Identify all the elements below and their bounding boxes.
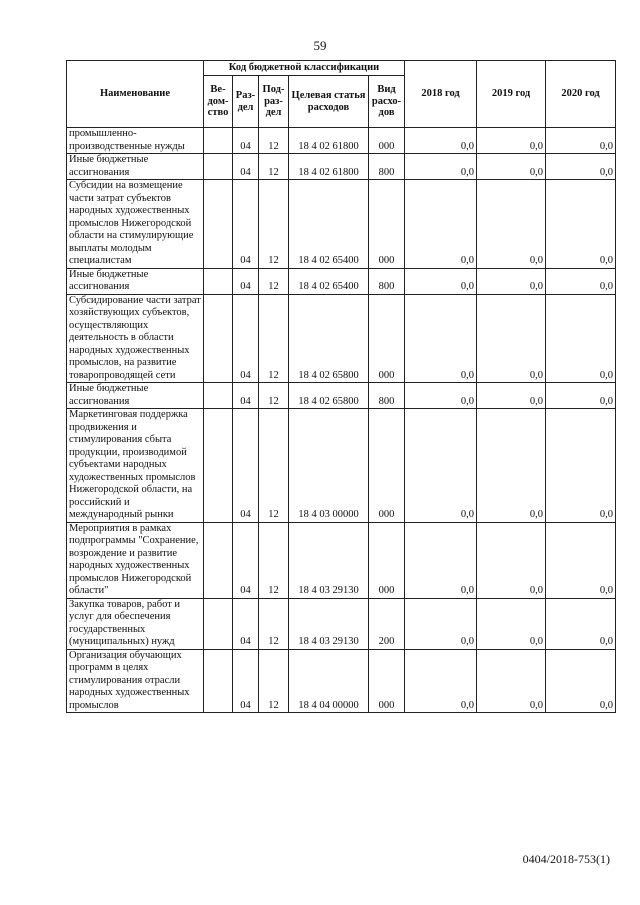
row-value-2020: 0,0	[546, 268, 616, 294]
row-name: Субсидии на возмещение части затрат субъектов народных художественных промыслов Нижегородской области на стимулирующие выплаты молодым специалистам	[67, 180, 204, 269]
table-row	[67, 383, 616, 409]
table-row	[67, 409, 616, 523]
row-razdel: 04	[233, 598, 259, 649]
row-value-2019: 0,0	[477, 294, 546, 383]
row-vedomstvo	[204, 409, 233, 523]
row-expense-type: 000	[369, 294, 405, 383]
row-value-2020: 0,0	[546, 180, 616, 269]
row-razdel: 04	[233, 383, 259, 409]
row-podrazdel: 12	[259, 128, 289, 154]
row-vedomstvo	[204, 598, 233, 649]
row-name: Организация обучающих программ в целях стимулирования отрасли народных художественных промыслов	[67, 649, 204, 713]
row-value-2019: 0,0	[477, 383, 546, 409]
header-2018: 2018 год	[405, 61, 477, 128]
row-value-2020: 0,0	[546, 598, 616, 649]
row-podrazdel: 12	[259, 180, 289, 269]
row-expense-type: 000	[369, 180, 405, 269]
row-target-article: 18 4 02 65800	[289, 383, 369, 409]
row-value-2019: 0,0	[477, 154, 546, 180]
row-podrazdel: 12	[259, 294, 289, 383]
row-target-article: 18 4 02 61800	[289, 154, 369, 180]
row-razdel: 04	[233, 180, 259, 269]
row-name: Иные бюджетные ассигнования	[67, 383, 204, 409]
row-value-2020: 0,0	[546, 409, 616, 523]
row-razdel: 04	[233, 294, 259, 383]
row-podrazdel: 12	[259, 598, 289, 649]
row-vedomstvo	[204, 154, 233, 180]
row-value-2018: 0,0	[405, 598, 477, 649]
table-row	[67, 522, 616, 598]
row-value-2020: 0,0	[546, 154, 616, 180]
row-name: промышленно-производственные нужды	[67, 128, 204, 154]
row-value-2020: 0,0	[546, 383, 616, 409]
row-value-2020: 0,0	[546, 294, 616, 383]
row-target-article: 18 4 04 00000	[289, 649, 369, 713]
row-name: Закупка товаров, работ и услуг для обеспечения государственных (муниципальных) нужд	[67, 598, 204, 649]
row-expense-type: 000	[369, 522, 405, 598]
row-target-article: 18 4 02 65400	[289, 180, 369, 269]
row-value-2018: 0,0	[405, 128, 477, 154]
row-expense-type: 000	[369, 128, 405, 154]
row-value-2018: 0,0	[405, 409, 477, 523]
row-podrazdel: 12	[259, 409, 289, 523]
header-razdel: Раз-дел	[233, 76, 259, 128]
row-value-2019: 0,0	[477, 649, 546, 713]
row-razdel: 04	[233, 522, 259, 598]
row-name: Мероприятия в рамках подпрограммы "Сохранение, возрождение и развитие народных художественных промыслов Нижегородской области"	[67, 522, 204, 598]
row-value-2019: 0,0	[477, 522, 546, 598]
row-expense-type: 000	[369, 409, 405, 523]
row-vedomstvo	[204, 180, 233, 269]
table-row	[67, 128, 616, 154]
table-row	[67, 598, 616, 649]
row-value-2020: 0,0	[546, 522, 616, 598]
header-target-article: Целевая статья расходов	[289, 76, 369, 128]
row-value-2019: 0,0	[477, 409, 546, 523]
table-row	[67, 649, 616, 713]
row-vedomstvo	[204, 383, 233, 409]
row-value-2018: 0,0	[405, 180, 477, 269]
row-value-2020: 0,0	[546, 128, 616, 154]
row-value-2020: 0,0	[546, 649, 616, 713]
header-expense-type: Вид расхо-дов	[369, 76, 405, 128]
row-razdel: 04	[233, 154, 259, 180]
header-2019: 2019 год	[477, 61, 546, 128]
row-target-article: 18 4 03 29130	[289, 522, 369, 598]
table-row	[67, 154, 616, 180]
row-value-2019: 0,0	[477, 180, 546, 269]
row-podrazdel: 12	[259, 522, 289, 598]
table-row	[67, 268, 616, 294]
row-value-2018: 0,0	[405, 268, 477, 294]
row-podrazdel: 12	[259, 383, 289, 409]
header-vedomstvo: Ве-дом-ство	[204, 76, 233, 128]
row-name: Иные бюджетные ассигнования	[67, 154, 204, 180]
header-name: Наименование	[67, 61, 204, 128]
row-razdel: 04	[233, 409, 259, 523]
header-row-top	[67, 61, 616, 76]
row-expense-type: 800	[369, 268, 405, 294]
row-vedomstvo	[204, 128, 233, 154]
row-razdel: 04	[233, 649, 259, 713]
row-target-article: 18 4 03 29130	[289, 598, 369, 649]
row-name: Субсидирование части затрат хозяйствующих субъектов, осуществляющих деятельность в области народных художественных промыслов, на развитие товаропроводящей сети	[67, 294, 204, 383]
row-podrazdel: 12	[259, 649, 289, 713]
table-row	[67, 180, 616, 269]
row-value-2019: 0,0	[477, 598, 546, 649]
header-classification-code: Код бюджетной классификации	[204, 61, 405, 76]
header-podrazdel: Под-раз-дел	[259, 76, 289, 128]
row-value-2018: 0,0	[405, 522, 477, 598]
row-name: Иные бюджетные ассигнования	[67, 268, 204, 294]
row-razdel: 04	[233, 268, 259, 294]
row-podrazdel: 12	[259, 154, 289, 180]
header-2020: 2020 год	[546, 61, 616, 128]
row-vedomstvo	[204, 268, 233, 294]
row-target-article: 18 4 02 65400	[289, 268, 369, 294]
row-value-2019: 0,0	[477, 128, 546, 154]
row-expense-type: 800	[369, 154, 405, 180]
row-value-2019: 0,0	[477, 268, 546, 294]
page-number: 59	[313, 38, 327, 53]
row-value-2018: 0,0	[405, 383, 477, 409]
row-name: Маркетинговая поддержка продвижения и стимулирования сбыта продукции, производимой субъектами народных художественных промыслов Нижегородской области, на российский и международный рынки	[67, 409, 204, 523]
row-vedomstvo	[204, 649, 233, 713]
row-value-2018: 0,0	[405, 649, 477, 713]
row-expense-type: 000	[369, 649, 405, 713]
row-podrazdel: 12	[259, 268, 289, 294]
row-target-article: 18 4 03 00000	[289, 409, 369, 523]
row-vedomstvo	[204, 522, 233, 598]
row-vedomstvo	[204, 294, 233, 383]
row-expense-type: 200	[369, 598, 405, 649]
row-expense-type: 800	[369, 383, 405, 409]
row-target-article: 18 4 02 65800	[289, 294, 369, 383]
row-target-article: 18 4 02 61800	[289, 128, 369, 154]
budget-table	[66, 60, 616, 713]
document-number: 0404/2018-753(1)	[522, 852, 610, 866]
row-value-2018: 0,0	[405, 154, 477, 180]
table-row	[67, 294, 616, 383]
row-value-2018: 0,0	[405, 294, 477, 383]
row-razdel: 04	[233, 128, 259, 154]
